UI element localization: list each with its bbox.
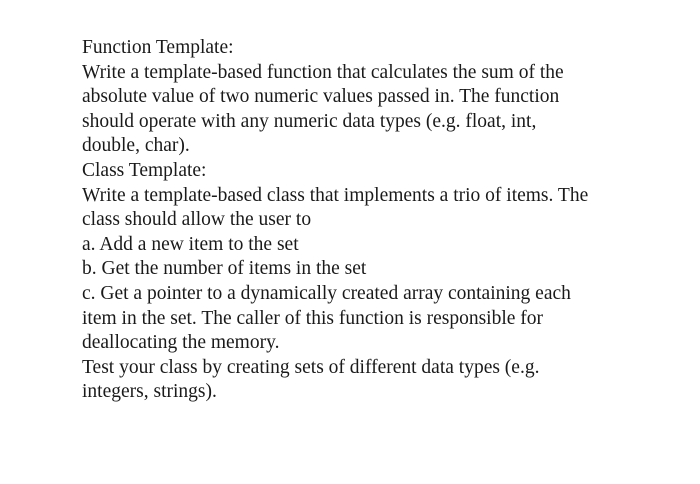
list-item-b: b. Get the number of items in the set — [82, 258, 367, 280]
section-heading-class-template: Class Template: — [82, 159, 207, 181]
text-line: Write a template-based class that implements a trio of items. The — [82, 184, 589, 206]
text-line: integers, strings). — [82, 381, 217, 403]
text-line: double, char). — [82, 135, 190, 157]
section-heading-function-template: Function Template: — [82, 37, 234, 58]
text-line: absolute value of two numeric values passed in. The function — [82, 86, 560, 108]
document-text — [82, 36, 642, 405]
text-line: item in the set. The caller of this function is responsible for — [82, 307, 544, 329]
list-item-c: c. Get a pointer to a dynamically created array containing each — [82, 282, 571, 304]
text-line: class should allow the user to — [82, 209, 312, 231]
text-line: deallocating the memory. — [82, 332, 280, 354]
text-line: Write a template-based function that calculates the sum of the — [82, 61, 564, 83]
list-item-a: a. Add a new item to the set — [82, 233, 299, 255]
text-line: should operate with any numeric data types (e.g. float, int, — [82, 110, 537, 132]
text-line: Test your class by creating sets of different data types (e.g. — [82, 356, 540, 378]
